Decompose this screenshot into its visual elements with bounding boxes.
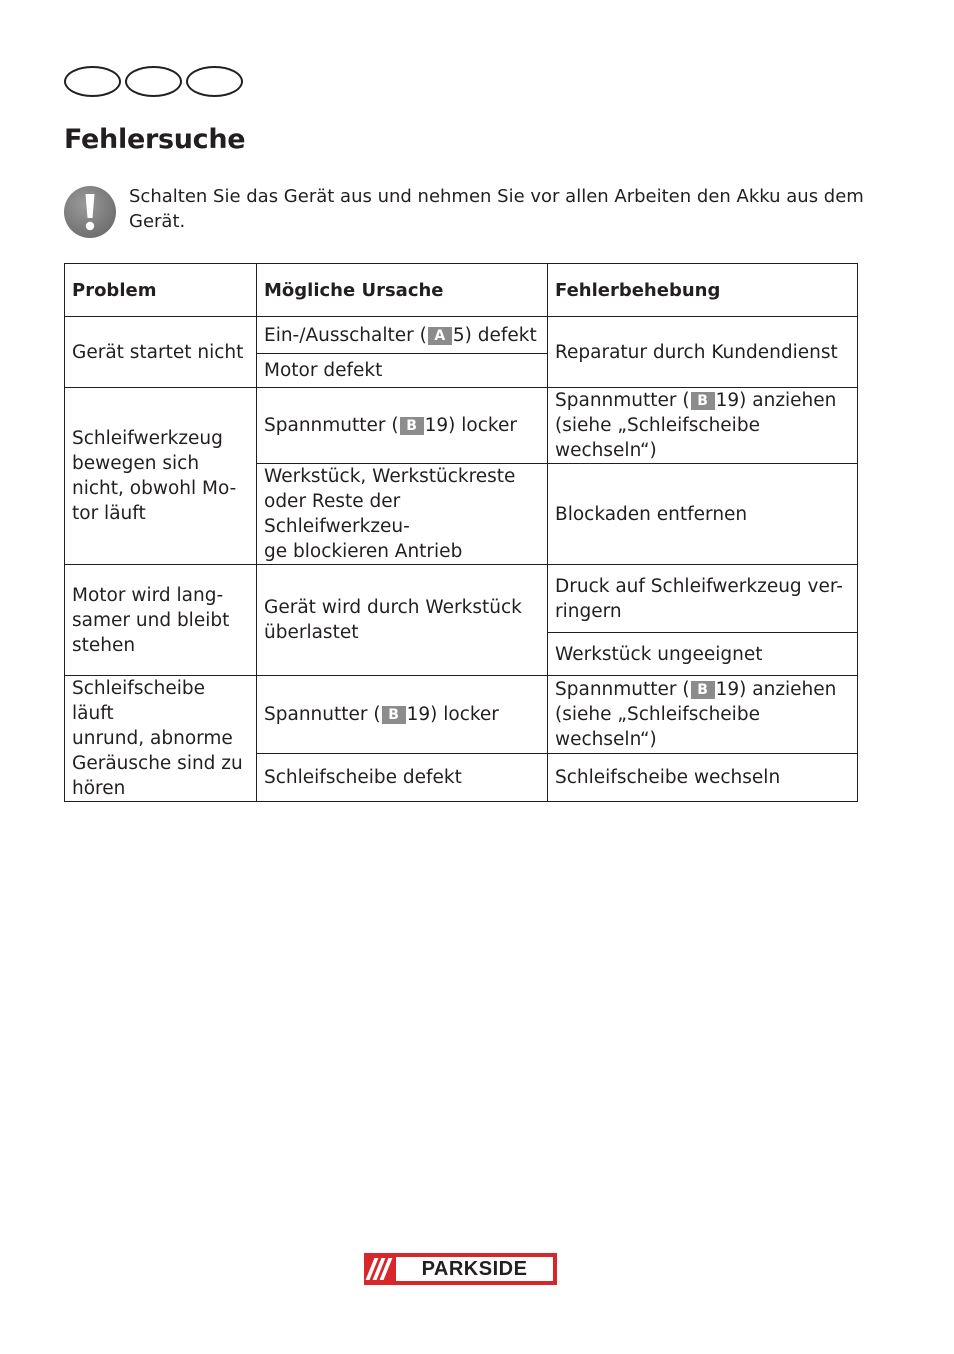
fix-cell bbox=[548, 388, 858, 464]
cause-text: Ein-/Ausschalter ( bbox=[264, 324, 427, 346]
language-pill-2 bbox=[125, 66, 182, 97]
fix-cell bbox=[548, 565, 858, 633]
problem-line: Schleifscheibe läuft bbox=[72, 678, 205, 724]
cause-cell bbox=[257, 317, 548, 354]
cause-cell: Schleifscheibe defekt bbox=[257, 754, 548, 802]
table-row bbox=[65, 676, 858, 754]
cause-line: Gerät wird durch Werkstück bbox=[264, 597, 522, 618]
cause-text: 5) defekt bbox=[452, 324, 537, 346]
fix-line bbox=[555, 677, 850, 702]
troubleshooting-table bbox=[64, 263, 858, 802]
cause-text: 19) locker bbox=[424, 415, 517, 436]
header-problem: Problem bbox=[65, 264, 257, 317]
header-fix: Fehlerbehebung bbox=[548, 264, 858, 317]
figure-badge: B bbox=[382, 706, 406, 724]
page-title: Fehlersuche bbox=[64, 124, 246, 155]
fix-cell: Reparatur durch Kundendienst bbox=[548, 317, 858, 388]
parkside-logo bbox=[364, 1253, 557, 1285]
fix-line: (siehe „Schleifscheibe wechseln“) bbox=[555, 704, 760, 751]
fix-text: 19) anziehen bbox=[715, 390, 837, 411]
fix-line: ringern bbox=[555, 600, 622, 622]
fix-cell: Werkstück ungeeignet bbox=[548, 633, 858, 676]
problem-line: hören bbox=[72, 778, 126, 799]
problem-cell bbox=[65, 565, 257, 676]
problem-line: unrund, abnorme bbox=[72, 728, 233, 749]
cause-line: oder Reste der Schleifwerkzeu- bbox=[264, 491, 410, 537]
cause-cell: Motor defekt bbox=[257, 354, 548, 388]
problem-line: Schleifwerkzeug bbox=[72, 428, 223, 449]
fix-cell: Schleifscheibe wechseln bbox=[548, 754, 858, 802]
cause-line: ge blockieren Antrieb bbox=[264, 541, 463, 562]
fix-line bbox=[555, 388, 850, 413]
language-pill-3 bbox=[186, 66, 243, 97]
fix-text: Spannmutter ( bbox=[555, 679, 690, 701]
table-row bbox=[65, 565, 858, 633]
table-row bbox=[65, 317, 858, 354]
cause-line: Werkstück, Werkstückreste bbox=[264, 466, 516, 487]
problem-cell bbox=[65, 676, 257, 802]
logo-stripes bbox=[370, 1258, 388, 1280]
problem-line: stehen bbox=[72, 634, 136, 656]
fix-text: 19) anziehen bbox=[715, 679, 837, 701]
figure-badge: B bbox=[400, 417, 424, 435]
cause-text: Spannutter ( bbox=[264, 704, 381, 726]
fix-text: Spannmutter ( bbox=[555, 390, 690, 411]
figure-badge: B bbox=[691, 392, 715, 410]
table-header-row bbox=[65, 264, 858, 317]
cause-line: überlastet bbox=[264, 622, 359, 643]
fix-line: (siehe „Schleifscheibe wechseln“) bbox=[555, 415, 760, 461]
fix-cell: Blockaden entfernen bbox=[548, 464, 858, 565]
problem-cell: Gerät startet nicht bbox=[65, 317, 257, 388]
problem-line: bewegen sich bbox=[72, 453, 200, 474]
language-pills bbox=[64, 66, 243, 97]
problem-line: samer und bleibt bbox=[72, 609, 230, 631]
problem-line: Geräusche sind zu bbox=[72, 753, 243, 774]
fix-cell bbox=[548, 676, 858, 754]
problem-line: Motor wird lang- bbox=[72, 584, 224, 606]
logo-text: PARKSIDE bbox=[396, 1257, 553, 1281]
problem-line: nicht, obwohl Mo- bbox=[72, 478, 237, 499]
problem-cell bbox=[65, 388, 257, 565]
problem-line: tor läuft bbox=[72, 503, 146, 524]
table-row bbox=[65, 388, 858, 464]
fix-line: Druck auf Schleifwerkzeug ver- bbox=[555, 575, 843, 597]
warning-text: Schalten Sie das Gerät aus und nehmen Sie vor allen Arbeiten den Akku aus dem Gerät. bbox=[129, 186, 864, 232]
cause-text: 19) locker bbox=[406, 704, 499, 726]
figure-badge: A bbox=[428, 327, 452, 345]
cause-cell bbox=[257, 388, 548, 464]
cause-text: Spannmutter ( bbox=[264, 415, 399, 436]
exclamation-circle-icon bbox=[63, 185, 117, 239]
cause-cell bbox=[257, 464, 548, 565]
header-cause: Mögliche Ursache bbox=[257, 264, 548, 317]
language-pill-1 bbox=[64, 66, 121, 97]
cause-cell bbox=[257, 676, 548, 754]
cause-cell bbox=[257, 565, 548, 676]
figure-badge: B bbox=[691, 681, 715, 699]
